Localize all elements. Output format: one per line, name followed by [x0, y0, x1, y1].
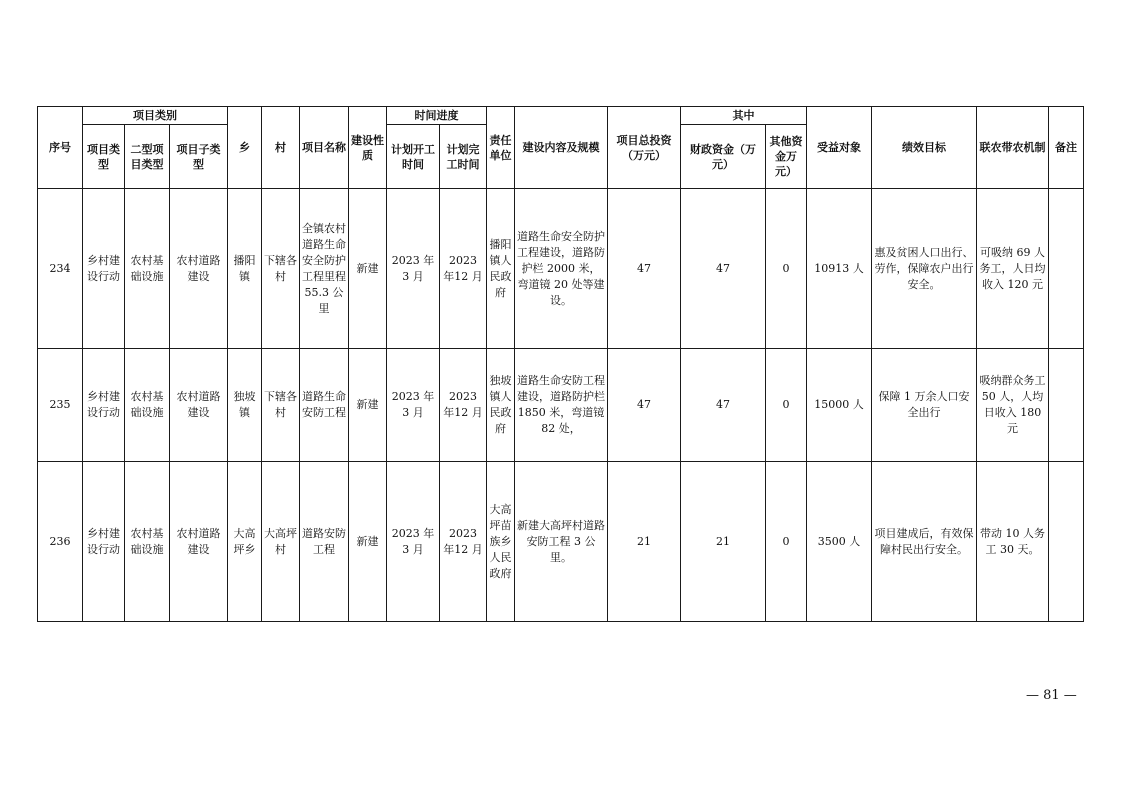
header-township: 乡 [228, 107, 262, 189]
header-content: 建设内容及规模 [515, 107, 608, 189]
cell-mechanism: 带动 10 人务工 30 天。 [977, 462, 1049, 622]
cell-fiscal: 47 [681, 189, 766, 349]
cell-project-type: 乡村建设行动 [83, 462, 125, 622]
cell-project-name: 道路生命安防工程 [300, 349, 349, 462]
header-among-group: 其中 [681, 107, 807, 125]
cell-nature: 新建 [349, 189, 387, 349]
header-mechanism: 联农带农机制 [977, 107, 1049, 189]
cell-type2: 农村基础设施 [125, 189, 170, 349]
cell-seq: 235 [38, 349, 83, 462]
cell-content: 道路生命安防工程建设，道路防护栏 1850 米，弯道镜 82 处， [515, 349, 608, 462]
cell-seq: 236 [38, 462, 83, 622]
header-type2: 二型项目类型 [125, 125, 170, 189]
cell-fiscal: 21 [681, 462, 766, 622]
table-row [38, 462, 1084, 622]
cell-unit: 独坡镇人民政府 [487, 349, 515, 462]
cell-village: 大高坪村 [262, 462, 300, 622]
cell-beneficiary: 15000 人 [807, 349, 872, 462]
cell-beneficiary: 3500 人 [807, 462, 872, 622]
cell-seq: 234 [38, 189, 83, 349]
header-subtype: 项目子类型 [170, 125, 228, 189]
cell-remark [1049, 349, 1084, 462]
cell-start: 2023 年3 月 [387, 349, 440, 462]
cell-other: 0 [766, 349, 807, 462]
header-schedule-group: 时间进度 [387, 107, 487, 125]
cell-end: 2023 年12 月 [440, 189, 487, 349]
header-other: 其他资金万元） [766, 125, 807, 189]
header-end: 计划完工时间 [440, 125, 487, 189]
cell-subtype: 农村道路建设 [170, 349, 228, 462]
cell-start: 2023 年3 月 [387, 462, 440, 622]
cell-type2: 农村基础设施 [125, 462, 170, 622]
cell-other: 0 [766, 462, 807, 622]
cell-mechanism: 吸纳群众务工 50 人，人均日收入 180 元 [977, 349, 1049, 462]
table-body [38, 189, 1084, 622]
cell-beneficiary: 10913 人 [807, 189, 872, 349]
header-seq: 序号 [38, 107, 83, 189]
cell-goal: 项目建成后，有效保障村民出行安全。 [872, 462, 977, 622]
header-village: 村 [262, 107, 300, 189]
cell-township: 播阳镇 [228, 189, 262, 349]
cell-subtype: 农村道路建设 [170, 189, 228, 349]
cell-total: 21 [608, 462, 681, 622]
cell-village: 下辖各村 [262, 349, 300, 462]
page-number: — 81 — [1026, 688, 1077, 703]
cell-total: 47 [608, 349, 681, 462]
header-project-type: 项目类型 [83, 125, 125, 189]
header-beneficiary: 受益对象 [807, 107, 872, 189]
cell-fiscal: 47 [681, 349, 766, 462]
cell-township: 大高坪乡 [228, 462, 262, 622]
table-row [38, 189, 1084, 349]
cell-total: 47 [608, 189, 681, 349]
header-remark: 备注 [1049, 107, 1084, 189]
header-total: 项目总投资（万元） [608, 107, 681, 189]
cell-unit: 播阳镇人民政府 [487, 189, 515, 349]
cell-remark [1049, 462, 1084, 622]
cell-mechanism: 可吸纳 69 人务工，人日均收入 120 元 [977, 189, 1049, 349]
cell-nature: 新建 [349, 349, 387, 462]
cell-subtype: 农村道路建设 [170, 462, 228, 622]
header-start: 计划开工时间 [387, 125, 440, 189]
cell-project-type: 乡村建设行动 [83, 349, 125, 462]
cell-township: 独坡镇 [228, 349, 262, 462]
cell-project-type: 乡村建设行动 [83, 189, 125, 349]
cell-remark [1049, 189, 1084, 349]
cell-end: 2023 年12 月 [440, 462, 487, 622]
cell-unit: 大高坪苗族乡人民政府 [487, 462, 515, 622]
cell-type2: 农村基础设施 [125, 349, 170, 462]
table-row [38, 349, 1084, 462]
cell-village: 下辖各村 [262, 189, 300, 349]
header-nature: 建设性质 [349, 107, 387, 189]
cell-goal: 保障 1 万余人口安全出行 [872, 349, 977, 462]
project-table [37, 106, 1084, 622]
cell-project-name: 全镇农村道路生命安全防护工程里程55.3 公里 [300, 189, 349, 349]
cell-goal: 惠及贫困人口出行、劳作，保障农户出行安全。 [872, 189, 977, 349]
cell-end: 2023 年12 月 [440, 349, 487, 462]
header-category-group: 项目类别 [83, 107, 228, 125]
cell-content: 道路生命安全防护工程建设，道路防护栏 2000 米，弯道镜 20 处等建设。 [515, 189, 608, 349]
cell-start: 2023 年3 月 [387, 189, 440, 349]
cell-nature: 新建 [349, 462, 387, 622]
header-project-name: 项目名称 [300, 107, 349, 189]
header-goal: 绩效目标 [872, 107, 977, 189]
cell-content: 新建大高坪村道路安防工程 3 公里。 [515, 462, 608, 622]
header-fiscal: 财政资金（万元） [681, 125, 766, 189]
cell-project-name: 道路安防工程 [300, 462, 349, 622]
header-unit: 责任单位 [487, 107, 515, 189]
cell-other: 0 [766, 189, 807, 349]
